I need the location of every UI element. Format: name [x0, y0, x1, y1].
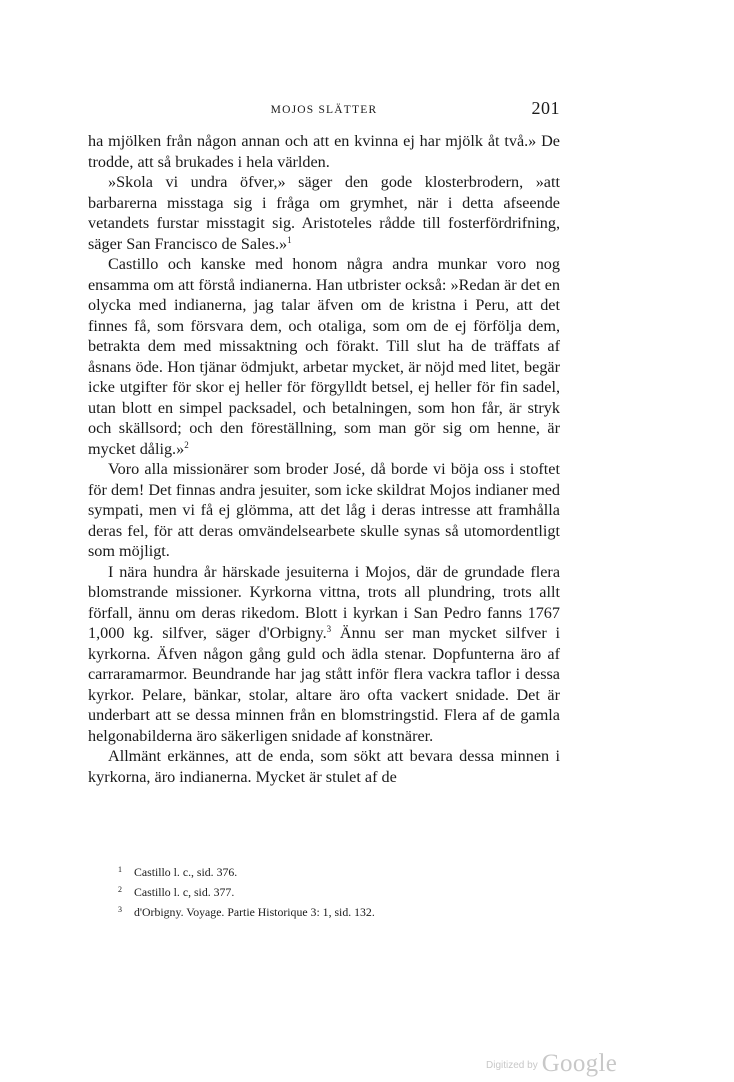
- page-header: [88, 100, 560, 124]
- footnote-3: [118, 901, 558, 921]
- google-logo: Google: [541, 1050, 618, 1077]
- paragraph-5: [88, 562, 560, 747]
- paragraph-1: ha mjölken från någon annan och att en kvinna ej har mjölk åt två.» De trodde, att så brukades i hela världen.: [88, 132, 560, 171]
- body-text: [88, 131, 560, 787]
- footnote-2-mark: 2: [118, 885, 122, 894]
- paragraph-6: Allmänt erkännes, att de enda, som sökt att bevara dessa minnen i kyrkorna, äro indianerna. Mycket är stulet af de: [88, 747, 560, 786]
- footnote-1: [118, 861, 558, 881]
- paragraph-3: [88, 254, 560, 459]
- footnote-3-text: d'Orbigny. Voyage. Partie Historique 3: 1, sid. 132.: [134, 905, 375, 919]
- paragraph-4: Voro alla missionärer som broder José, då borde vi böja oss i stoftet för dem! Det finnas andra jesuiter, som icke skildrat Mojos indianer med sympati, men vi få ej glömma, att det låg i deras intresse att framhålla deras fel, för att deras omvändelsearbete skulle synas så utomordentligt som möjligt.: [88, 460, 560, 560]
- footnote-1-text: Castillo l. c., sid. 376.: [134, 865, 238, 879]
- footnote-1-mark: 1: [118, 865, 122, 874]
- watermark-prefix: Digitized by: [486, 1060, 538, 1071]
- paragraph-2-text: »Skola vi undra öfver,» säger den gode klosterbrodern, »att barbarerna misstaga sig i fråga om grymhet, när i detta afseende vetandets furstar misstagit sig. Aristoteles rådde till fosterfördrifning, säger San Francisco de Sales.»: [88, 173, 560, 253]
- digitized-watermark: [486, 1050, 617, 1078]
- page-number: 201: [531, 98, 560, 118]
- footnote-ref-3: 3: [326, 624, 332, 634]
- paragraph-3-text: Castillo och kanske med honom några andra munkar voro nog ensamma om att förstå indianerna. Han utbrister också: »Redan är det en olycka med indianerna, jag talar äfven om de kristna i Peru, att det finnes få, som försvara dem, och otaliga, som om de ej förfölja dem, betrakta dem med missaktning och förakt. Till slut ha de träffats af åsnans öde. Hon tjänar ödmjukt, arbetar mycket, är nöjd med litet, begär icke utgifter för skor ej heller för förgylldt betsel, ej heller för fin sadel, utan blott en simpel packsadel, och betalningen, som hon får, är stryk och skällsord; och den föreställning, som man gör sig om henne, är mycket dålig.»: [88, 255, 560, 458]
- footnote-3-mark: 3: [118, 905, 122, 914]
- paragraph-5-text-b: Ännu ser man mycket silfver i kyrkorna. Äfven någon gång guld och ädla stenar. Dopfunterna äro af carraramarmor. Beundrande har jag stått inför flera vackra taflor i dessa kyrkor. Pelare, bänkar, stolar, altare äro ofta vackert snidade. Det är underbart att se dessa minnen från en blomstringstid. Flera af de gamla helgonabilderna äro säkerligen snidade af konstnärer.: [88, 624, 560, 745]
- paragraph-2: [88, 172, 560, 254]
- footnote-ref-1: 1: [287, 234, 292, 245]
- paragraph-5-text-a: I nära hundra år härskade jesuiterna i Mojos, där de grundade flera blomstrande missioner. Kyrkorna vittna, trots all plundring, trots allt förfall, ännu om deras rikedom. Blott i kyrkan i San Pedro fanns 1767 1,000 kg. silfver, säger d'Orbigny.: [88, 562, 560, 642]
- footnote-ref-2: 2: [184, 439, 189, 450]
- footnotes: [118, 861, 558, 921]
- running-title: MOJOS SLÄTTER: [270, 104, 378, 116]
- footnote-2: [118, 881, 558, 901]
- footnote-2-text: Castillo l. c, sid. 377.: [134, 885, 235, 899]
